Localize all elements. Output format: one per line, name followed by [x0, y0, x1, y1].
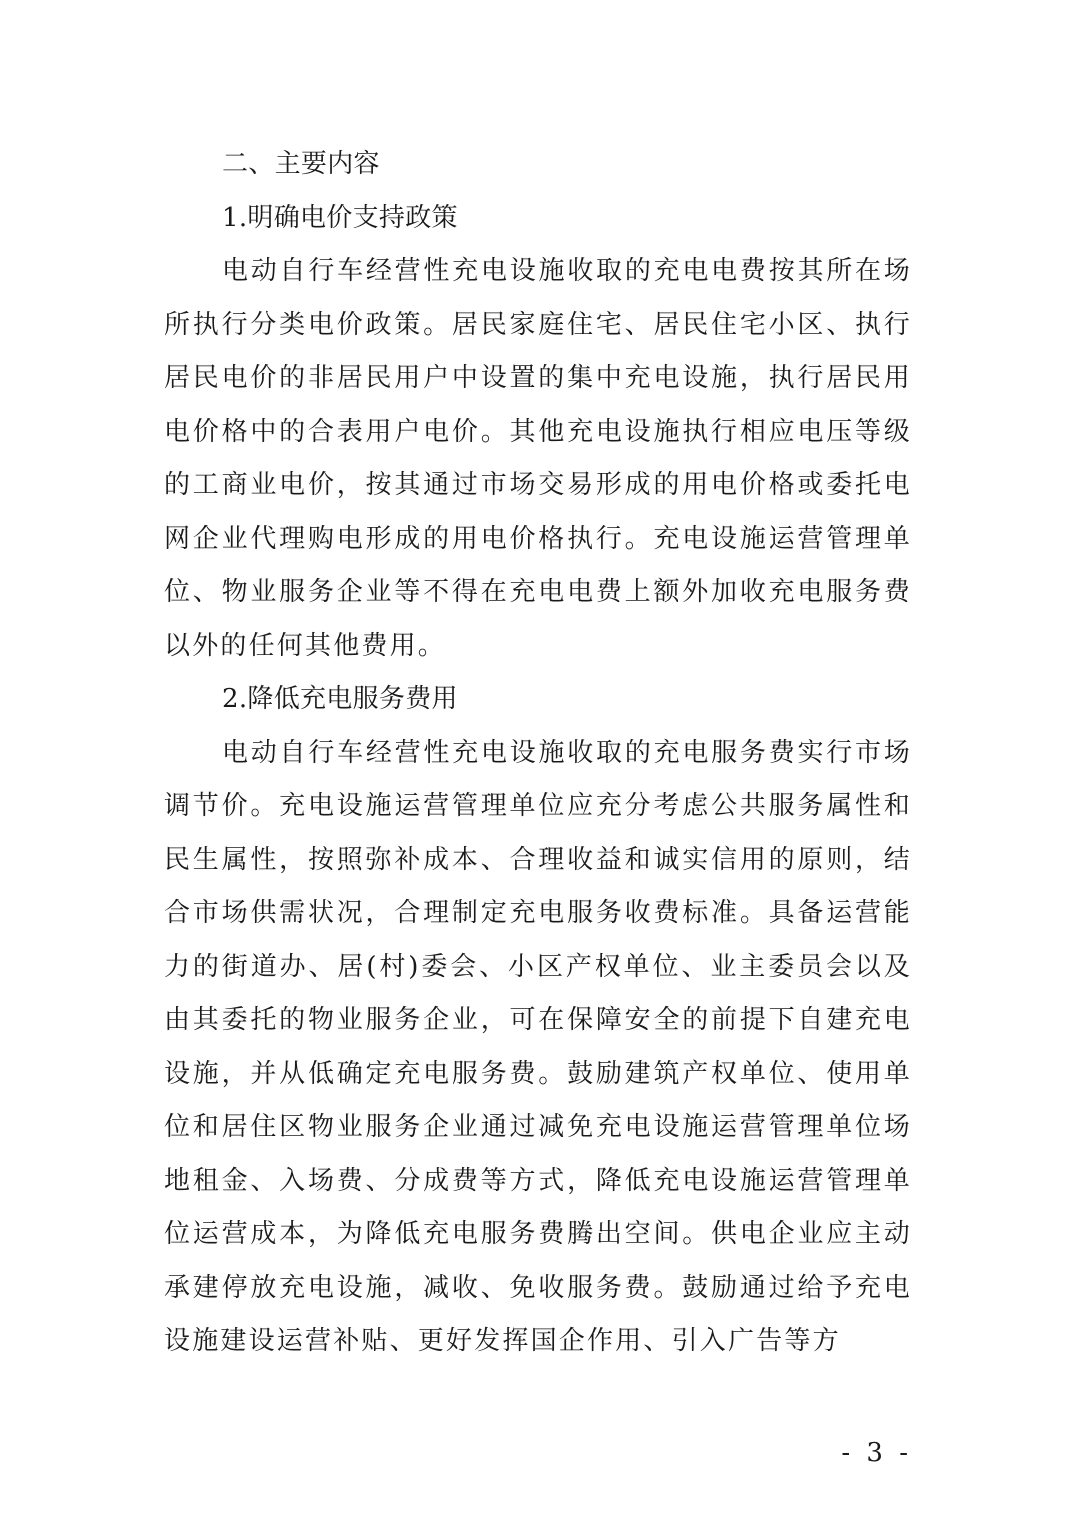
paragraph-electricity-price: 电动自行车经营性充电设施收取的充电电费按其所在场所执行分类电价政策。居民家庭住宅、居民住宅小区、执行居民电价的非居民用户中设置的集中充电设施，执行居民用电价格中的合表用户电价。其他充电设施执行相应电压等级的工商业电价，按其通过市场交易形成的用电价格或委托电网企业代理购电形成的用电价格执行。充电设施运营管理单位、物业服务企业等不得在充电电费上额外加收充电服务费以外的任何其他费用。: [164, 256, 912, 661]
document-body: [164, 138, 912, 1369]
paragraph-service-fee: 电动自行车经营性充电设施收取的充电服务费实行市场调节价。充电设施运营管理单位应充分考虑公共服务属性和民生属性，按照弥补成本、合理收益和诚实信用的原则，结合市场供需状况，合理制定充电服务收费标准。具备运营能力的街道办、居(村)委会、小区产权单位、业主委员会以及由其委托的物业服务企业，可在保障安全的前提下自建充电设施，并从低确定充电服务费。鼓励建筑产权单位、使用单位和居住区物业服务企业通过减免充电设施运营管理单位场地租金、入场费、分成费等方式，降低充电设施运营管理单位运营成本，为降低充电服务费腾出空间。供电企业应主动承建停放充电设施，减收、免收服务费。鼓励通过给予充电设施建设运营补贴、更好发挥国企作用、引入广告等方: [164, 737, 912, 1356]
section-heading: 二、主要内容: [222, 149, 380, 179]
subsection-heading-1: 1.明确电价支持政策: [222, 202, 458, 233]
subsection-heading-2: 2.降低充电服务费用: [222, 684, 458, 714]
page-number: - 3 -: [841, 1438, 912, 1468]
